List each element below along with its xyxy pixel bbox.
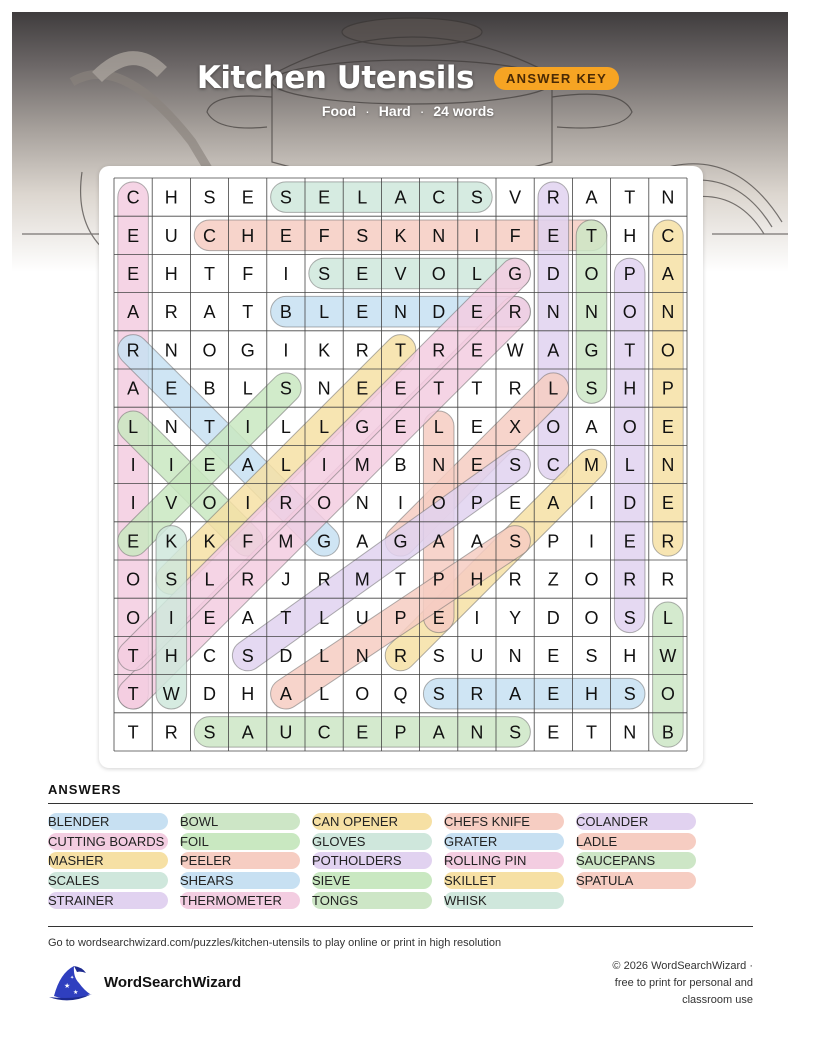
word-search-grid — [99, 166, 703, 768]
grid-letter: E — [547, 684, 560, 705]
grid-letter: F — [509, 225, 521, 246]
grid-letter: I — [168, 607, 174, 628]
grid-letter: T — [395, 340, 406, 361]
grid-letter: P — [661, 378, 674, 399]
grid-letter: E — [203, 607, 216, 628]
grid-letter: R — [279, 493, 293, 514]
grid-letter: T — [471, 378, 483, 399]
grid-letter: A — [547, 340, 560, 361]
grid-letter: L — [319, 607, 330, 628]
grid-letter: E — [356, 264, 369, 284]
title-row — [0, 60, 816, 96]
grid-letter: S — [623, 607, 636, 628]
grid-letter: S — [432, 646, 445, 666]
letter-layer — [126, 188, 676, 743]
grid-letter: L — [242, 378, 253, 399]
grid-letter: E — [279, 225, 292, 246]
grid-letter: C — [546, 455, 560, 475]
difficulty-label: Hard — [378, 103, 411, 119]
grid-letter: N — [394, 302, 407, 323]
copyright-line: free to print for personal and — [614, 977, 753, 989]
answer-key-badge: ANSWER KEY — [494, 67, 619, 90]
grid-letter: H — [241, 225, 255, 246]
category-label: Food — [321, 103, 357, 119]
grid-letter: H — [164, 187, 178, 208]
word-count-label: 24 words — [433, 103, 495, 119]
grid-letter: E — [127, 225, 140, 246]
answer-word: STRAINER — [48, 892, 168, 909]
grid-letter: O — [431, 264, 446, 284]
answer-word: SPATULA — [576, 872, 696, 889]
grid-letter: O — [355, 684, 370, 705]
answer-word: BLENDER — [48, 813, 168, 830]
grid-letter: E — [547, 722, 560, 743]
grid-letter: N — [470, 722, 484, 743]
grid-letter: A — [127, 302, 140, 323]
grid-letter: R — [623, 569, 637, 590]
answer-word: COLANDER — [576, 813, 696, 830]
grid-letter: C — [126, 187, 140, 208]
grid-letter: A — [203, 302, 216, 323]
grid-letter: X — [509, 416, 522, 437]
grid-letter: N — [585, 302, 598, 323]
grid-letter: E — [470, 340, 483, 361]
grid-letter: H — [623, 646, 637, 666]
grid-letter: E — [356, 722, 369, 743]
grid-letter: E — [432, 607, 445, 628]
grid-letter: H — [470, 569, 484, 590]
grid-letter: R — [241, 569, 255, 590]
grid-letter: T — [242, 302, 254, 323]
grid-letter: C — [203, 225, 216, 246]
grid-letter: W — [506, 340, 524, 361]
grid-letter: H — [164, 646, 178, 666]
grid-letter: L — [319, 416, 330, 437]
grid-letter: R — [355, 340, 369, 361]
grid-letter: D — [623, 493, 637, 514]
grid-letter: T — [624, 340, 636, 361]
grid-letter: C — [203, 646, 216, 666]
grid-letter: A — [432, 722, 445, 743]
grid-letter: N — [164, 416, 178, 437]
grid-letter: O — [202, 493, 217, 514]
grid-letter: G — [508, 264, 523, 284]
grid-letter: F — [318, 225, 330, 246]
grid-letter: A — [127, 378, 140, 399]
grid-letter: H — [585, 684, 598, 705]
grid-letter: N — [432, 225, 446, 246]
grid-letter: T — [586, 225, 597, 246]
answers-heading: ANSWERS — [48, 782, 122, 797]
grid-letter: K — [203, 531, 216, 552]
puzzle-meta — [0, 103, 816, 119]
grid-letter: A — [509, 684, 522, 705]
grid-letter: O — [317, 493, 332, 514]
grid-letter: E — [394, 416, 407, 437]
grid-letter: T — [204, 416, 215, 437]
grid-letter: E — [127, 531, 140, 552]
grid-letter: T — [433, 378, 445, 399]
grid-letter: N — [508, 646, 522, 666]
grid-letter: A — [585, 416, 598, 437]
answer-word: POTHOLDERS — [312, 852, 432, 869]
grid-letter: V — [394, 264, 407, 284]
grid-letter: D — [546, 607, 560, 628]
grid-letter: L — [433, 416, 444, 437]
grid-letter: E — [241, 187, 254, 208]
grid-letter: G — [355, 416, 370, 437]
grid-letter: E — [318, 187, 331, 208]
answer-word: CHEFS KNIFE — [444, 813, 564, 830]
grid-letter: S — [279, 378, 292, 399]
grid-letter: B — [394, 455, 407, 475]
grid-letter: S — [203, 722, 216, 743]
grid-letter: L — [204, 569, 215, 590]
grid-letter: C — [661, 225, 675, 246]
grid-letter: R — [317, 569, 331, 590]
grid-letter: S — [432, 684, 445, 705]
answer-word: ROLLING PIN — [444, 852, 564, 869]
grid-letter: P — [547, 531, 560, 552]
grid-letter: R — [546, 187, 560, 208]
answer-word: LADLE — [576, 833, 696, 850]
grid-letter: I — [588, 531, 595, 552]
grid-letter: R — [432, 340, 446, 361]
grid-letter: E — [470, 416, 483, 437]
grid-letter: O — [126, 569, 141, 590]
grid-letter: S — [509, 455, 522, 475]
grid-letter: U — [279, 722, 293, 743]
puzzle-card — [99, 166, 703, 768]
grid-letter: T — [127, 722, 139, 743]
grid-letter: K — [318, 340, 331, 361]
grid-letter: O — [546, 416, 561, 437]
copyright-line: classroom use — [682, 994, 753, 1006]
grid-letter: A — [241, 607, 254, 628]
grid-letter: C — [317, 722, 331, 743]
grid-letter: S — [165, 569, 178, 590]
grid-letter: N — [355, 493, 369, 514]
grid-letter: U — [355, 607, 369, 628]
grid-letter: K — [394, 225, 407, 246]
grid-letter: A — [432, 531, 445, 552]
grid-letter: N — [355, 646, 369, 666]
grid-letter: H — [241, 684, 255, 705]
grid-letter: L — [319, 646, 330, 666]
grid-letter: A — [279, 684, 292, 705]
grid-letter: O — [622, 416, 637, 437]
grid-letter: I — [474, 225, 480, 246]
grid-letter: G — [393, 531, 408, 552]
grid-letter: I — [474, 607, 480, 628]
grid-letter: E — [394, 378, 407, 399]
grid-letter: C — [432, 187, 446, 208]
grid-letter: E — [356, 302, 369, 323]
grid-letter: E — [509, 493, 522, 514]
answer-word: GRATER — [444, 833, 564, 850]
grid-letter: I — [130, 455, 136, 475]
grid-letter: S — [509, 531, 522, 552]
svg-text:✦: ✦ — [70, 975, 75, 981]
grid-letter: E — [470, 455, 483, 475]
grid-letter: P — [432, 569, 445, 590]
grid-letter: E — [661, 493, 674, 514]
grid-letter: R — [661, 531, 675, 552]
grid-letter: P — [470, 493, 483, 514]
grid-letter: S — [623, 684, 636, 705]
answer-word: SCALES — [48, 872, 168, 889]
grid-letter: W — [162, 684, 180, 705]
grid-letter: N — [317, 378, 331, 399]
answer-word: FOIL — [180, 833, 300, 850]
grid-letter: O — [584, 264, 599, 284]
grid-letter: L — [662, 607, 673, 628]
grid-letter: D — [279, 646, 293, 666]
grid-letter: N — [623, 722, 637, 743]
answer-word: BOWL — [180, 813, 300, 830]
answer-word: MASHER — [48, 852, 168, 869]
grid-letter: A — [661, 264, 674, 284]
grid-letter: O — [622, 302, 637, 323]
grid-letter: O — [126, 607, 141, 628]
grid-letter: S — [585, 646, 598, 666]
grid-letter: P — [394, 722, 407, 743]
grid-letter: I — [283, 264, 289, 284]
grid-letter: P — [623, 264, 636, 284]
grid-letter: T — [127, 684, 139, 705]
grid-letter: R — [508, 302, 522, 323]
grid-letter: L — [548, 378, 559, 399]
grid-letter: W — [659, 646, 677, 666]
grid-letter: Q — [393, 684, 408, 705]
grid-letter: N — [546, 302, 560, 323]
grid-letter: R — [508, 569, 522, 590]
grid-letter: A — [241, 455, 254, 475]
grid-letter: H — [164, 264, 178, 284]
grid-letter: N — [661, 187, 675, 208]
grid-letter: O — [431, 493, 446, 514]
grid-letter: I — [130, 493, 136, 514]
grid-letter: H — [623, 225, 637, 246]
grid-letter: I — [245, 416, 251, 437]
grid-letter: O — [660, 684, 675, 705]
grid-letter: N — [661, 455, 675, 475]
grid-letter: D — [546, 264, 560, 284]
divider — [48, 803, 753, 804]
grid-letter: M — [354, 569, 370, 590]
answer-word: CAN OPENER — [312, 813, 432, 830]
grid-letter: R — [164, 302, 178, 323]
answer-word: PEELER — [180, 852, 300, 869]
grid-letter: G — [584, 340, 599, 361]
grid-letter: V — [165, 493, 178, 514]
grid-letter: L — [128, 416, 139, 437]
grid-letter: R — [126, 340, 140, 361]
grid-letter: T — [624, 187, 636, 208]
answer-word: SIEVE — [312, 872, 432, 889]
grid-letter: I — [245, 493, 251, 514]
grid-letter: D — [203, 684, 216, 705]
grid-letter: O — [660, 340, 675, 361]
grid-letter: B — [279, 302, 292, 323]
grid-letter: S — [279, 187, 292, 208]
grid-letter: E — [203, 455, 216, 475]
footer-link-text: Go to wordsearchwizard.com/puzzles/kitchen-utensils to play online or print in high resolution — [48, 937, 502, 949]
grid-letter: B — [661, 722, 674, 743]
wizard-hat-icon — [46, 963, 94, 1003]
svg-text:★: ★ — [64, 983, 71, 990]
grid-letter: R — [470, 684, 484, 705]
answer-word: SKILLET — [444, 872, 564, 889]
copyright-line: © 2026 WordSearchWizard · — [612, 960, 753, 972]
grid-letter: G — [317, 531, 332, 552]
grid-letter: N — [164, 340, 178, 361]
grid-letter: A — [470, 531, 483, 552]
grid-letter: L — [280, 455, 291, 475]
grid-letter: A — [356, 531, 369, 552]
answer-word: SAUCEPANS — [576, 852, 696, 869]
grid-letter: G — [240, 340, 255, 361]
grid-letter: Y — [509, 607, 522, 628]
copyright-notice — [573, 958, 753, 1009]
grid-letter: S — [203, 187, 216, 208]
grid-letter: S — [241, 646, 254, 666]
grid-letter: A — [241, 722, 254, 743]
grid-letter: R — [508, 378, 522, 399]
grid-letter: I — [283, 340, 289, 361]
grid-letter: M — [584, 455, 599, 475]
grid-letter: O — [584, 569, 599, 590]
grid-letter: T — [280, 607, 292, 628]
grid-letter: O — [202, 340, 217, 361]
grid-letter: L — [319, 302, 330, 323]
grid-letter: S — [356, 225, 369, 246]
grid-letter: I — [588, 493, 595, 514]
grid-letter: T — [127, 646, 139, 666]
grid-letter: E — [661, 416, 674, 437]
grid-letter: N — [661, 302, 675, 323]
grid-letter: T — [395, 569, 406, 590]
grid-letter: E — [547, 225, 560, 246]
grid-letter: D — [432, 302, 446, 323]
grid-letter: A — [547, 493, 560, 514]
grid-letter: M — [278, 531, 294, 552]
grid-letter: S — [509, 722, 522, 743]
grid-letter: E — [547, 646, 560, 666]
grid-letter: I — [168, 455, 174, 475]
grid-letter: E — [470, 302, 483, 323]
grid-letter: M — [354, 455, 370, 475]
grid-letter: L — [319, 684, 330, 705]
answer-word: GLOVES — [312, 833, 432, 850]
grid-letter: L — [471, 264, 482, 284]
grid-letter: K — [165, 531, 178, 552]
grid-letter: B — [203, 378, 216, 399]
grid-letter: L — [357, 187, 368, 208]
grid-letter: S — [318, 264, 331, 284]
grid-letter: L — [280, 416, 291, 437]
grid-letter: I — [321, 455, 327, 475]
grid-letter: U — [164, 225, 178, 246]
grid-letter: I — [397, 493, 404, 514]
meta-separator: · — [365, 103, 370, 119]
grid-letter: L — [624, 455, 635, 475]
grid-letter: A — [394, 187, 407, 208]
grid-letter: R — [661, 569, 675, 590]
grid-letter: H — [623, 378, 637, 399]
grid-letter: N — [432, 455, 446, 475]
grid-letter: F — [242, 264, 254, 284]
grid-letter: T — [204, 264, 215, 284]
grid-letter: Z — [547, 569, 559, 590]
puzzle-title: Kitchen Utensils — [196, 60, 474, 96]
answer-word: CUTTING BOARDS — [48, 833, 168, 850]
grid-letter: S — [585, 378, 598, 399]
grid-letter: E — [356, 378, 369, 399]
grid-letter: E — [165, 378, 178, 399]
grid-letter: F — [242, 531, 254, 552]
grid-letter: R — [394, 646, 407, 666]
answer-word: TONGS — [312, 892, 432, 909]
answer-word: THERMOMETER — [180, 892, 300, 909]
grid-letter: O — [584, 607, 599, 628]
grid-letter: E — [127, 264, 140, 284]
grid-letter: U — [470, 646, 484, 666]
grid-letter: E — [623, 531, 636, 552]
meta-separator: · — [419, 103, 425, 119]
answer-word: SHEARS — [180, 872, 300, 889]
grid-letter: V — [509, 187, 522, 208]
grid-letter: S — [470, 187, 483, 208]
svg-text:★: ★ — [73, 990, 79, 996]
brand-name: WordSearchWizard — [104, 974, 242, 991]
divider — [48, 926, 753, 927]
grid-letter: P — [394, 607, 407, 628]
grid-letter: A — [585, 187, 598, 208]
grid-letter: J — [281, 569, 291, 590]
answer-word: WHISK — [444, 892, 564, 909]
grid-letter: T — [586, 722, 597, 743]
grid-letter: R — [164, 722, 178, 743]
